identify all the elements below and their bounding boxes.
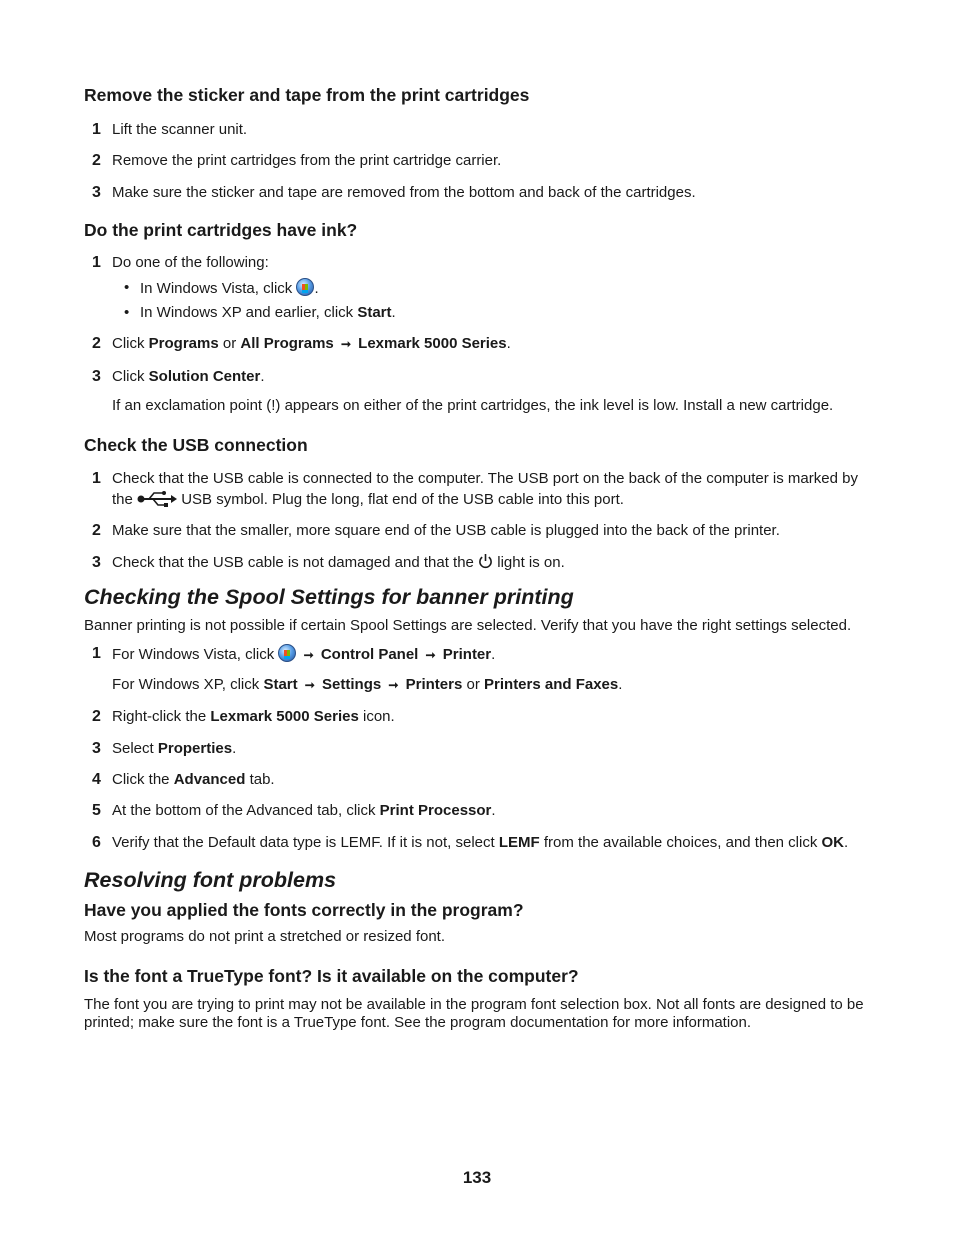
arrow-right-icon: ➞ <box>304 678 315 692</box>
list-item: 2 Right-click the Lexmark 5000 Series icon. <box>92 708 395 725</box>
arrow-right-icon: ➞ <box>425 648 436 662</box>
list-item: 2 Click Programs or All Programs ➞ Lexmark 5000 Series. <box>92 335 511 352</box>
heading-fonts-applied: Have you applied the fonts correctly in the program? <box>84 900 524 920</box>
list-item: 3 Make sure the sticker and tape are removed from the bottom and back of the cartridges. <box>92 184 696 201</box>
list-item: • In Windows Vista, click . <box>124 279 319 297</box>
heading-remove-sticker: Remove the sticker and tape from the print cartridges <box>84 85 530 105</box>
page-content <box>84 84 874 1032</box>
note-text: If an exclamation point (!) appears on either of the print cartridges, the ink level is low. Install a new cartridge. <box>112 397 834 414</box>
heading-truetype: Is the font a TrueType font? Is it available on the computer? <box>84 966 579 986</box>
list-item: • In Windows XP and earlier, click Start. <box>124 304 396 321</box>
list-item: 1 Check that the USB cable is connected to the computer. The USB port on the back of the computer is marked by the USB symbol. Plug the long, flat end of the USB cable into this port. <box>92 470 858 508</box>
sub-step: For Windows XP, click Start ➞ Settings ➞ Printers or Printers and Faxes. <box>112 676 623 693</box>
windows-start-orb-icon <box>296 278 314 296</box>
list-item: 5 At the bottom of the Advanced tab, click Print Processor. <box>92 802 496 819</box>
list-item: 3 Click Solution Center. <box>92 368 265 385</box>
power-icon <box>478 553 493 570</box>
list-item: 6 Verify that the Default data type is LEMF. If it is not, select LEMF from the available choices, and then click OK. <box>92 834 849 851</box>
intro-text: Banner printing is not possible if certain Spool Settings are selected. Verify that you have the right settings selected. <box>84 617 852 634</box>
arrow-right-icon: ➞ <box>303 648 314 662</box>
list-item: 1 Do one of the following: <box>92 254 269 271</box>
list-item: 1 Lift the scanner unit. <box>92 121 248 138</box>
heading-usb-connection: Check the USB connection <box>84 435 308 455</box>
list-item: 1 For Windows Vista, click ➞ Control Panel ➞ Printer. <box>92 645 496 663</box>
heading-spool-settings: Checking the Spool Settings for banner printing <box>84 585 574 609</box>
arrow-right-icon: ➞ <box>388 678 399 692</box>
list-item: 2 Remove the print cartridges from the print cartridge carrier. <box>92 152 502 169</box>
answer-text: The font you are trying to print may not be available in the program font selection box. Not all fonts are designed to be printed; make sure the font is a TrueType font. See the program documentation for more information. <box>84 996 864 1031</box>
usb-icon <box>137 491 177 507</box>
page-number: 133 <box>462 1168 492 1187</box>
answer-text: Most programs do not print a stretched or resized font. <box>84 928 446 945</box>
heading-cartridges-ink: Do the print cartridges have ink? <box>84 220 358 240</box>
list-item: 3 Select Properties. <box>92 740 237 757</box>
list-item: 2 Make sure that the smaller, more square end of the USB cable is plugged into the back of the printer. <box>92 522 780 539</box>
windows-start-orb-icon <box>278 644 296 662</box>
heading-font-problems: Resolving font problems <box>84 868 337 892</box>
list-item: 3 Check that the USB cable is not damaged and that the light is on. <box>92 554 565 571</box>
list-item: 4 Click the Advanced tab. <box>92 771 275 788</box>
arrow-right-icon: ➞ <box>340 337 351 351</box>
